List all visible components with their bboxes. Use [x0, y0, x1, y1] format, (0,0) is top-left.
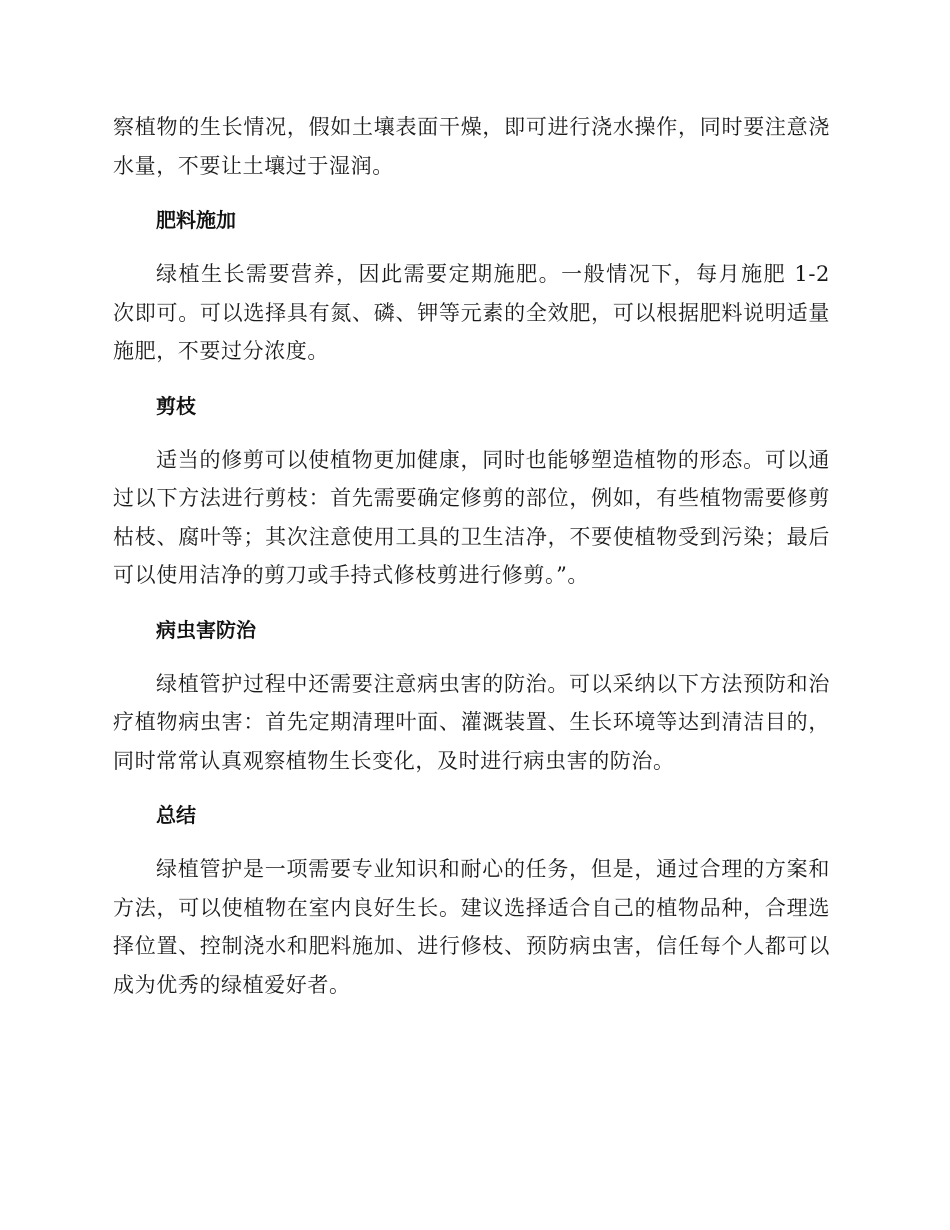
- section-paragraph-pruning: 适当的修剪可以使植物更加健康，同时也能够塑造植物的形态。可以通过以下方法进行剪枝：首先需要确定修剪的部位，例如，有些植物需要修剪枯枝、腐叶等；其次注意使用工具的卫生洁净，不要使植物受到污染；最后可以使用洁净的剪刀或手持式修枝剪进行修剪。”。: [113, 447, 830, 587]
- section-paragraph-summary: 绿植管护是一项需要专业知识和耐心的任务，但是，通过合理的方案和方法，可以使植物在室内良好生长。建议选择适合自己的植物品种，合理选择位置、控制浇水和肥料施加、进行修枝、预防病虫害，信任每个人都可以成为优秀的绿植爱好者。: [113, 857, 830, 997]
- document-body: [113, 108, 830, 1004]
- intro-paragraph: 察植物的生长情况，假如土壤表面干燥，即可进行浇水操作，同时要注意浇水量，不要让土壤过于湿润。: [113, 115, 830, 178]
- section-heading-summary: 总结: [156, 803, 196, 827]
- section-heading-pruning: 剪枝: [156, 393, 196, 418]
- section-paragraph-pest-control: 绿植管护过程中还需要注意病虫害的防治。可以采纳以下方法预防和治疗植物病虫害：首先定期清理叶面、灌溉装置、生长环境等达到清洁目的，同时常常认真观察植物生长变化，及时进行病虫害的防治。: [113, 671, 830, 773]
- section-heading-pest-control: 病虫害防治: [156, 617, 256, 642]
- section-heading-fertilizer: 肥料施加: [156, 208, 236, 232]
- section-paragraph-fertilizer: 绿植生长需要营养，因此需要定期施肥。一般情况下，每月施肥 1-2 次即可。可以选择具有氮、磷、钾等元素的全效肥，可以根据肥料说明适量施肥，不要过分浓度。: [113, 262, 830, 363]
